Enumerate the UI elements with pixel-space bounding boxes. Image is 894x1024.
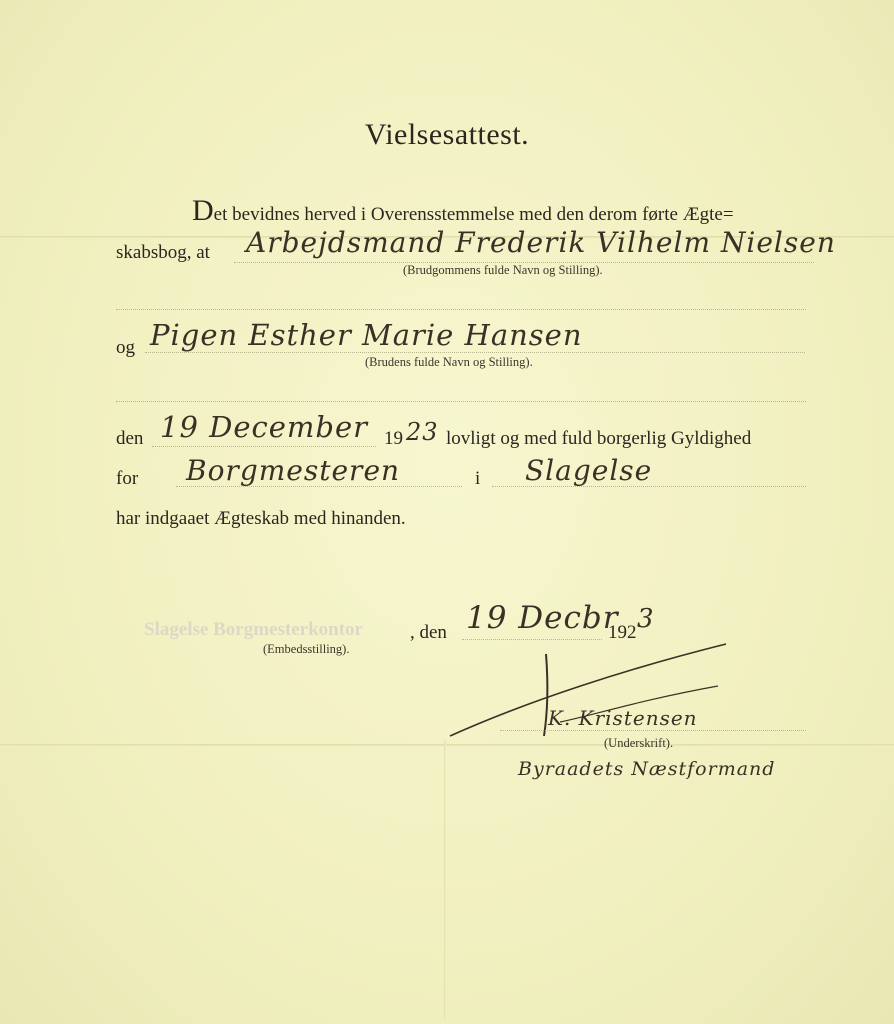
sign-year-handwritten: 3 <box>637 604 655 634</box>
fold-line-vertical <box>444 740 446 1020</box>
intro-line-2: skabsbog, at <box>116 242 210 263</box>
sign-date-handwritten: 19 Decbr <box>466 600 619 636</box>
groom-name-handwritten: Arbejdsmand Frederik Vilhelm Nielsen <box>246 226 836 259</box>
signature-handwritten: K. Kristensen <box>548 706 698 730</box>
year-prefix: 19 <box>384 428 403 449</box>
place-prefix: i <box>475 468 481 489</box>
intro-text: et bevidnes herved i Overensstemmelse med den derom førte Ægte= <box>213 204 734 225</box>
closing-line: har indgaaet Ægteskab med hinanden. <box>116 508 406 529</box>
document-title: Vielsesattest. <box>364 118 530 151</box>
embedsstilling-caption: (Embedsstilling). <box>263 642 350 656</box>
intro-dropcap: D <box>192 194 214 227</box>
bride-dotted-line-2 <box>116 401 806 402</box>
sign-date-prefix: , den <box>410 622 447 643</box>
signature-caption: (Underskrift). <box>604 736 674 750</box>
sign-year-prefix: 192 <box>608 622 637 643</box>
marriage-date-handwritten: 19 December <box>160 410 369 444</box>
signature-flourish <box>440 640 750 750</box>
bride-prefix: og <box>116 337 135 358</box>
date-prefix: den <box>116 428 144 449</box>
signatory-title-handwritten: Byraadets Næstformand <box>518 758 776 780</box>
date-suffix: lovligt og med fuld borgerlig Gyldighed <box>446 428 752 449</box>
groom-dotted-line-2 <box>116 309 806 310</box>
authority-handwritten: Borgmesteren <box>186 454 401 487</box>
office-stamp: Slagelse Borgmesterkontor <box>144 619 363 640</box>
marriage-year-handwritten: 23 <box>406 418 439 446</box>
intro-line-1 <box>192 196 734 226</box>
place-handwritten: Slagelse <box>525 454 653 487</box>
bride-dotted-line <box>145 352 805 353</box>
signature-dotted-line <box>500 730 806 731</box>
date-dotted-line <box>152 446 376 447</box>
bride-name-handwritten: Pigen Esther Marie Hansen <box>150 318 583 352</box>
groom-caption: (Brudgommens fulde Navn og Stilling). <box>403 263 603 277</box>
bride-caption: (Brudens fulde Navn og Stilling). <box>365 355 533 369</box>
for-prefix: for <box>116 468 139 489</box>
